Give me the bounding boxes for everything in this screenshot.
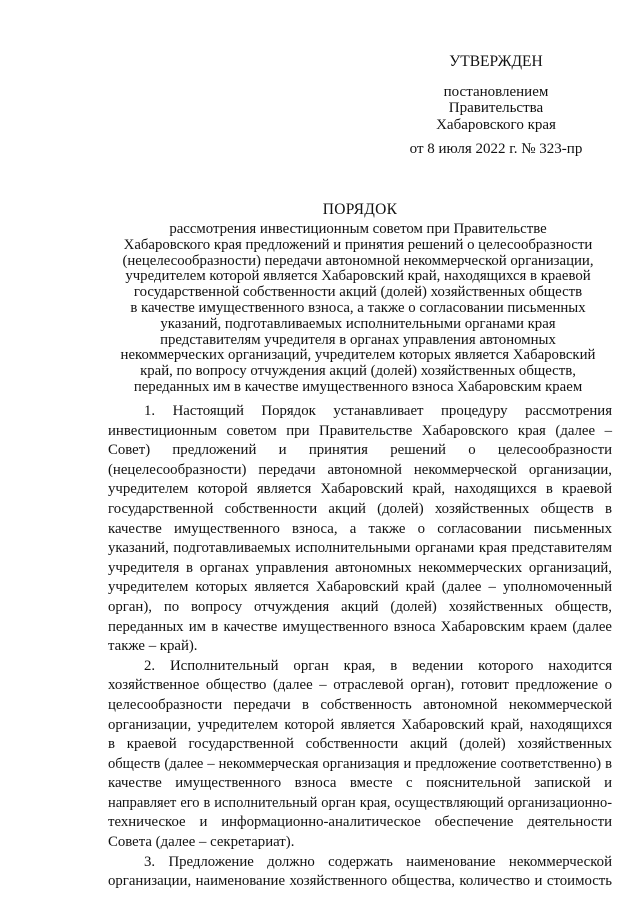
paragraph-line: качестве имущественного взноса, а также о согласовании письменных	[108, 520, 612, 537]
paragraph-line: целесообразности передачи в собственность автономной некоммерческой	[108, 696, 612, 713]
paragraph-line: Совет) предложений и принятия решений о целесообразности	[108, 442, 612, 459]
paragraph-line: организации, наименование хозяйственного общества, количество и стоимость	[108, 873, 612, 890]
paragraph-line: учредителем которой является Хабаровский край, находящихся в краевой	[108, 481, 612, 498]
subtitle-line: учредителем которой является Хабаровский край, находящихся в краевой	[125, 268, 591, 285]
paragraph-line: также – край).	[108, 638, 198, 655]
document-subtitle	[98, 222, 618, 396]
paragraph-line: организации, учредителем которой является Хабаровский край, находящихся	[108, 716, 612, 733]
subtitle-line: рассмотрения инвестиционным советом при Правительстве	[169, 221, 547, 237]
subtitle-line: представителям учредителя в органах управления автономных	[160, 331, 556, 348]
paragraph-1	[108, 402, 612, 657]
subtitle-line: (нецелесообразности) передачи автономной некоммерческой организации,	[122, 252, 594, 269]
paragraph-line: Совета (далее – секретариат).	[108, 834, 295, 851]
subtitle-line: в качестве имущественного взноса, а также о согласовании письменных	[130, 299, 586, 316]
subtitle-line: указаний, подготавливаемых исполнительными органами края	[160, 315, 556, 332]
paragraph-line: указаний, подготавливаемых исполнительными органами края представителям	[108, 540, 612, 557]
paragraph-line: учредителя в органах управления автономных некоммерческих организаций,	[108, 559, 612, 576]
paragraph-line: инвестиционным советом при Правительстве Хабаровского края (далее –	[108, 422, 612, 439]
paragraph-line: техническое и информационно-аналитическое обеспечение деятельности	[108, 814, 612, 831]
document-body	[108, 402, 612, 892]
subtitle-line: переданных им в качестве имущественного взноса Хабаровским краем	[133, 378, 583, 395]
paragraph-3	[108, 853, 612, 892]
paragraph-line: обществ (далее – некоммерческая организация и предложение соответственно) в	[108, 755, 612, 772]
approval-heading: УТВЕРЖДЕН	[449, 53, 543, 70]
paragraph-line: в краевой государственной собственности акций (долей) хозяйственных	[108, 736, 612, 753]
paragraph-line: 2. Исполнительный орган края, в ведении которого находится	[144, 657, 612, 674]
subtitle-line: край, по вопросу отчуждения акций (долей) хозяйственных обществ,	[140, 363, 576, 380]
paragraph-2	[108, 657, 612, 853]
approval-line: Хабаровского края	[436, 116, 556, 133]
paragraph-line: орган), по вопросу отчуждения акций (долей) хозяйственных обществ,	[108, 598, 612, 615]
paragraph-line: 3. Предложение должно содержать наименование некоммерческой	[144, 853, 612, 870]
paragraph-line: учредителем которых является Хабаровский край (далее – уполномоченный	[108, 579, 612, 596]
subtitle-line: государственной собственности акций (долей) хозяйственных обществ	[133, 284, 583, 301]
paragraph-line: направляет его в исполнительный орган края, осуществляющий организационно-	[108, 794, 612, 811]
paragraph-line: качестве имущественного взноса вместе с пояснительной запиской и	[108, 775, 612, 792]
paragraph-line: переданных им в качестве имущественного взноса Хабаровским краем (далее	[108, 618, 612, 635]
approval-line: постановлением	[443, 83, 549, 100]
paragraph-line: государственной собственности акций (долей) хозяйственных обществ в	[108, 500, 612, 517]
document-title: ПОРЯДОК	[322, 201, 398, 218]
approval-date: от 8 июля 2022 г. № 323-пр	[409, 141, 583, 157]
approval-stamp	[380, 54, 612, 158]
subtitle-line: некоммерческих организаций, учредителем которых является Хабаровский	[120, 347, 596, 364]
paragraph-line: 1. Настоящий Порядок устанавливает процедуру рассмотрения	[144, 403, 612, 419]
paragraph-line: хозяйственное общество (далее – отраслевой орган), готовит предложение о	[108, 677, 612, 694]
approval-line: Правительства	[448, 100, 544, 116]
subtitle-line: Хабаровского края предложений и принятия решений о целесообразности	[123, 236, 593, 253]
paragraph-line: (нецелесообразности) передачи автономной некоммерческой организации,	[108, 461, 612, 478]
